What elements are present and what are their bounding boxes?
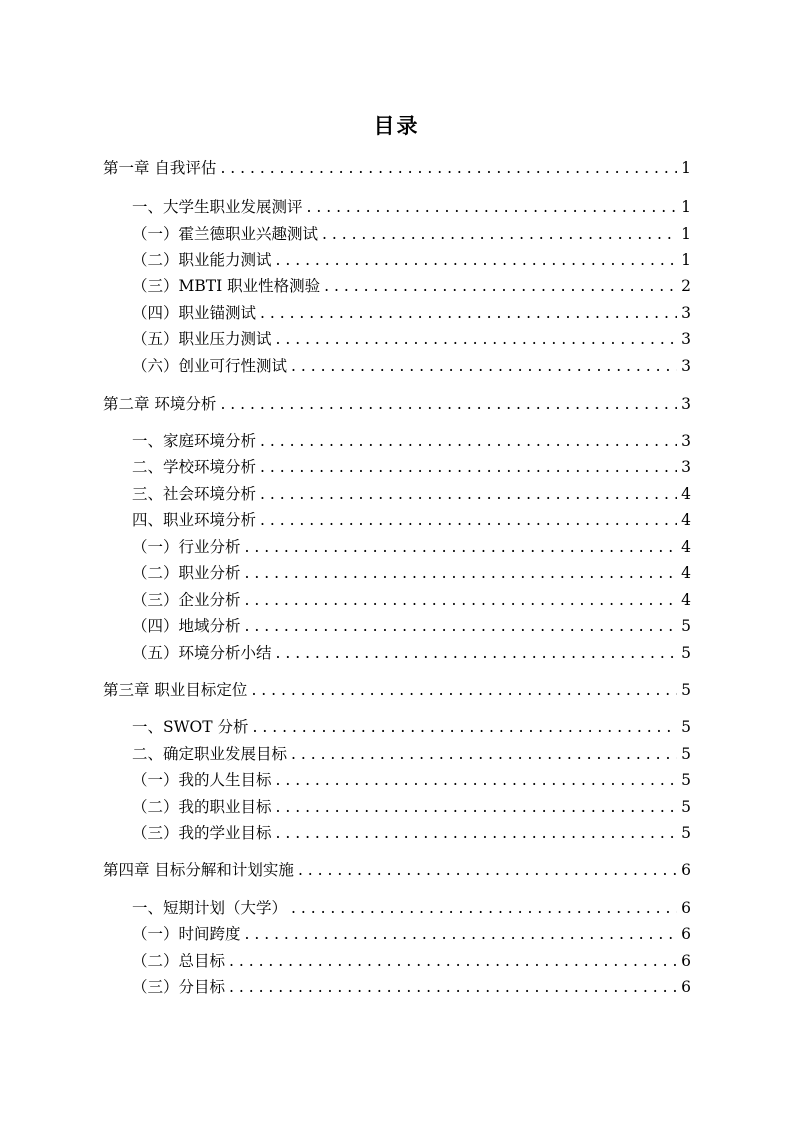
dot-leader: [260, 483, 677, 505]
toc-entry-page: 5: [681, 718, 691, 736]
dot-leader: [276, 822, 678, 844]
toc-entry-page: 6: [681, 952, 691, 970]
toc-entry-label: 第二章 环境分析: [103, 395, 217, 413]
toc-entry[interactable]: [132, 536, 691, 558]
toc-entry-page: 3: [681, 395, 691, 413]
toc-entry-label: 一、短期计划（大学）: [132, 899, 288, 917]
toc-entry-label: （二）职业能力测试: [132, 251, 272, 269]
toc-entry[interactable]: [132, 249, 691, 271]
toc-entry-page: 1: [681, 251, 691, 269]
dot-leader: [229, 976, 677, 998]
dot-leader: [276, 796, 678, 818]
toc-entry-page: 3: [681, 458, 691, 476]
toc-entry-page: 1: [681, 198, 691, 216]
toc-entry-page: 1: [681, 159, 691, 177]
toc-entry[interactable]: [132, 223, 691, 245]
dot-leader: [245, 923, 678, 945]
toc-entry-page: 4: [681, 485, 691, 503]
toc-entry-label: 四、职业环境分析: [132, 511, 257, 529]
toc-entry[interactable]: [132, 950, 691, 972]
toc-entry-label: （一）霍兰德职业兴趣测试: [132, 225, 319, 243]
dot-leader: [253, 716, 678, 738]
toc-entry-label: （二）总目标: [132, 952, 226, 970]
dot-leader: [260, 456, 677, 478]
dot-leader: [322, 223, 677, 245]
toc-entry-page: 5: [681, 644, 691, 662]
dot-leader: [307, 196, 678, 218]
toc-entry[interactable]: [132, 196, 691, 218]
dot-leader: [276, 328, 678, 350]
dot-leader: [298, 859, 677, 881]
toc-entry-page: 6: [681, 899, 691, 917]
toc-entry[interactable]: [132, 456, 691, 478]
toc-entry-page: 5: [681, 824, 691, 842]
toc-entry-page: 5: [681, 771, 691, 789]
toc-entry-label: （二）职业分析: [132, 564, 241, 582]
dot-leader: [276, 642, 678, 664]
dot-leader: [251, 679, 677, 701]
toc-entry-label: （四）职业锚测试: [132, 304, 257, 322]
dot-leader: [245, 615, 678, 637]
toc-entry[interactable]: [132, 275, 691, 297]
toc-entry-label: （六）创业可行性测试: [132, 357, 288, 375]
dot-leader: [324, 275, 677, 297]
dot-leader: [276, 769, 678, 791]
toc-title: 目录: [373, 113, 420, 138]
toc-entry[interactable]: [132, 769, 691, 791]
toc-entry-page: 6: [681, 861, 691, 879]
toc-entry[interactable]: [132, 743, 691, 765]
toc-entry-label: 一、大学生职业发展测评: [132, 198, 303, 216]
dot-leader: [291, 355, 677, 377]
toc-entry-page: 5: [681, 617, 691, 635]
dot-leader: [220, 393, 677, 415]
toc-entry-chapter-3[interactable]: [103, 679, 691, 701]
toc-entry[interactable]: [132, 615, 691, 637]
toc-entry-page: 1: [681, 225, 691, 243]
toc-entry-page: 3: [681, 304, 691, 322]
toc-entry-label: （五）环境分析小结: [132, 644, 272, 662]
toc-entry-page: 3: [681, 432, 691, 450]
toc-entry-chapter-1[interactable]: [103, 157, 691, 179]
toc-entry[interactable]: [132, 430, 691, 452]
dot-leader: [260, 509, 677, 531]
dot-leader: [229, 950, 677, 972]
toc-entry-page: 5: [681, 745, 691, 763]
toc-entry-label: 一、家庭环境分析: [132, 432, 257, 450]
toc-entry-page: 4: [681, 538, 691, 556]
toc-entry-label: （三）分目标: [132, 978, 226, 996]
toc-entry-page: 4: [681, 511, 691, 529]
dot-leader: [245, 589, 678, 611]
toc-entry[interactable]: [132, 796, 691, 818]
toc-entry-label: （三）我的学业目标: [132, 824, 272, 842]
toc-entry-label: 三、社会环境分析: [132, 485, 257, 503]
toc-entry[interactable]: [132, 355, 691, 377]
toc-entry[interactable]: [132, 302, 691, 324]
toc-entry[interactable]: [132, 822, 691, 844]
toc-entry[interactable]: [132, 642, 691, 664]
toc-entry[interactable]: [132, 976, 691, 998]
toc-entry-label: （一）我的人生目标: [132, 771, 272, 789]
toc-entry-page: 3: [681, 330, 691, 348]
dot-leader: [291, 897, 677, 919]
dot-leader: [260, 430, 677, 452]
toc-entry-label: 第一章 自我评估: [103, 159, 217, 177]
toc-entry-chapter-4[interactable]: [103, 859, 691, 881]
dot-leader: [291, 743, 677, 765]
toc-entry[interactable]: [132, 923, 691, 945]
toc-entry-label: 一、SWOT 分析: [132, 718, 249, 736]
toc-entry[interactable]: [132, 328, 691, 350]
toc-entry-label: 二、确定职业发展目标: [132, 745, 288, 763]
toc-entry-label: 第四章 目标分解和计划实施: [103, 861, 294, 879]
toc-entry-page: 6: [681, 925, 691, 943]
toc-entry-page: 6: [681, 978, 691, 996]
dot-leader: [220, 157, 677, 179]
toc-entry-label: （三）企业分析: [132, 591, 241, 609]
toc-entry-page: 5: [681, 798, 691, 816]
toc-entry-page: 4: [681, 591, 691, 609]
dot-leader: [276, 249, 678, 271]
toc-entry[interactable]: [132, 562, 691, 584]
toc-entry-label: （四）地域分析: [132, 617, 241, 635]
dot-leader: [245, 536, 678, 558]
toc-entry-page: 3: [681, 357, 691, 375]
toc-entry[interactable]: [132, 897, 691, 919]
toc-entry-page: 2: [681, 277, 691, 295]
toc-entry-label: 第三章 职业目标定位: [103, 681, 248, 699]
toc-entry-chapter-2[interactable]: [103, 393, 691, 415]
toc-entry-label: （一）行业分析: [132, 538, 241, 556]
toc-entry-label: 二、学校环境分析: [132, 458, 257, 476]
toc-entry-page: 5: [681, 681, 691, 699]
toc-entry[interactable]: [132, 589, 691, 611]
toc-entry[interactable]: [132, 716, 691, 738]
toc-entry-label: （三）MBTI 职业性格测验: [132, 277, 321, 295]
toc-entry-label: （二）我的职业目标: [132, 798, 272, 816]
dot-leader: [260, 302, 677, 324]
toc-entry[interactable]: [132, 509, 691, 531]
toc-entry[interactable]: [132, 483, 691, 505]
toc-entry-label: （五）职业压力测试: [132, 330, 272, 348]
toc-entry-page: 4: [681, 564, 691, 582]
toc-entry-label: （一）时间跨度: [132, 925, 241, 943]
dot-leader: [245, 562, 678, 584]
